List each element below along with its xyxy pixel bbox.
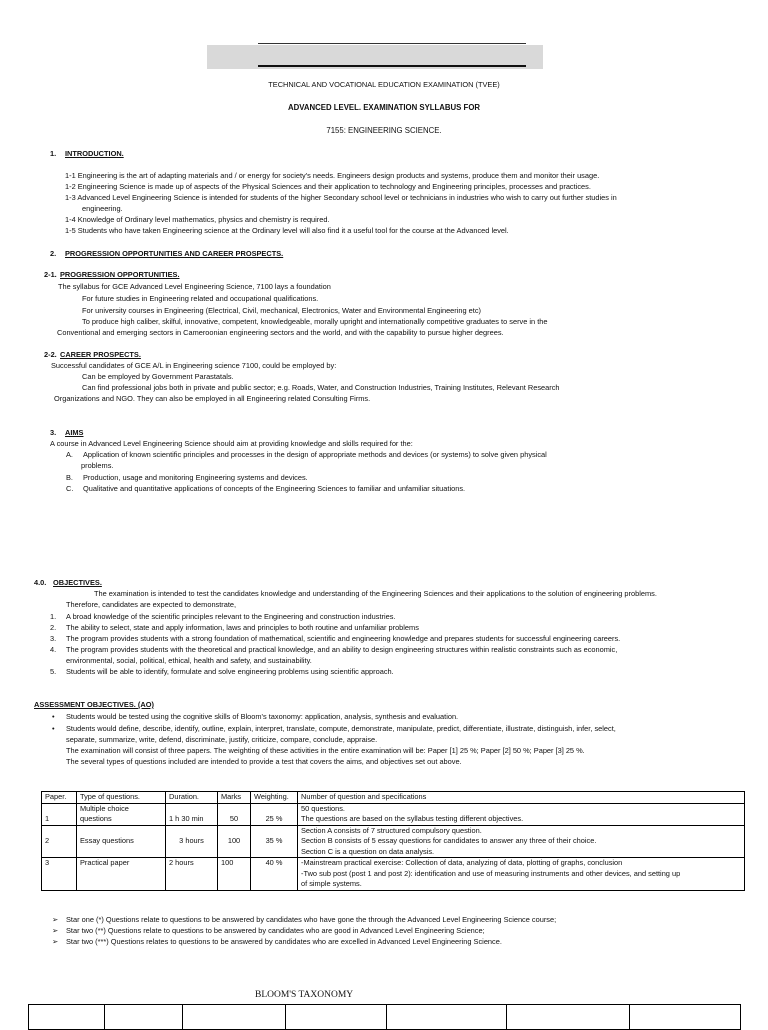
table-cell: Essay questions [77,825,166,858]
table-header-cell: Duration. [166,792,218,804]
paragraph-line: Can find professional jobs both in private and public sector; e.g. Roads, Water, and Construction Industries, Training Institutes, Relevant Research [82,383,560,392]
section-heading-objectives: OBJECTIVES. [53,578,102,587]
paragraph-line: Can be employed by Government Parastatals. [82,372,234,381]
list-item: engineering. [82,204,123,213]
table-cell [286,1005,387,1030]
table-row [29,1005,741,1030]
paragraph-line: The examination is intended to test the candidates knowledge and understanding of the Engineering Sciences and their applications to the solution of engineering problems. [94,589,657,598]
bullet-item: • Students would define, describe, identify, outline, explain, interpret, translate, compute, demonstrate, manipulate, predict, differentiate, illustrate, distinguish, infer, select, [66,723,616,734]
subsection-number: 2-1. [44,270,57,279]
table-cell [105,1005,183,1030]
table-header-row [42,792,745,804]
list-item: 1-5 Students who have taken Engineering science at the Ordinary level will also find it a useful tool for the course at the Advanced level. [65,226,509,235]
paragraph-line: separate, summarize, write, defend, discriminate, justify, criticize, compare, conclude, appraise. [66,735,378,744]
paragraph-line: Successful candidates of GCE A/L in Engineering science 7100, could be employed by: [51,361,337,370]
list-item: C. Qualitative and quantitative applications of concepts of the Engineering Sciences to familiar and unfamiliar situations. [66,484,466,493]
section-number: 4.0. [34,578,47,587]
table-cell: 3 [42,858,77,891]
syllabus-title: ADVANCED LEVEL. EXAMINATION SYLLABUS FOR [287,103,481,112]
list-item: B. Production, usage and monitoring Engineering systems and devices. [66,473,308,482]
subsection-heading-career: CAREER PROSPECTS. [60,350,141,359]
table-cell: -Mainstream practical exercise: Collection of data, analyzing of data, plotting of graphs, conclusion -Two sub post (post 1 and post 2): identification and use of measuring instruments and other devices, and setting up of simple systems. [298,858,745,891]
table-cell: 2 [42,825,77,858]
table-cell: 35 % [251,825,298,858]
subject-title: 7155: ENGINEERING SCIENCE. [326,126,442,135]
section-heading-introduction: INTRODUCTION. [65,149,124,158]
table-cell [507,1005,630,1030]
list-item: 1-2 Engineering Science is made up of aspects of the Physical Sciences and their application to technology and Engineering principles, processes and practices. [65,182,591,191]
document-title: TECHNICAL AND VOCATIONAL EDUCATION EXAMINATION (TVEE) [268,80,500,89]
paragraph-line: Organizations and NGO. They can also be employed in all Engineering related Consulting Firms. [54,394,371,403]
subsection-number: 2-2. [44,350,57,359]
table-cell: 1 [42,803,77,825]
paragraph-line: The syllabus for GCE Advanced Level Engineering Science, 7100 lays a foundation [58,282,331,291]
paragraph-line: For university courses in Engineering (Electrical, Civil, mechanical, Electronics, Water and Environmental Engineering etc) [82,306,481,315]
list-item: ➢ Star one (*) Questions relate to questions to be answered by candidates who have gone the through the Advanced Level Engineering Science course; [52,915,557,924]
table-cell: 1 h 30 min [166,803,218,825]
table-cell [387,1005,507,1030]
list-item: 1-3 Advanced Level Engineering Science is intended for students of the higher Secondary school level or technicians in industries who wish to carry out further studies in [65,193,617,202]
section-heading-assessment: ASSESSMENT OBJECTIVES. (AO) [34,700,154,709]
subsection-heading-progression: PROGRESSION OPPORTUNITIES. [60,270,180,279]
table-cell: 50 [218,803,251,825]
list-item: 3. The program provides students with a strong foundation of mathematical, scientific and engineering knowledge and prepares students for successful engineering careers. [50,634,621,643]
table-header-cell: Marks [218,792,251,804]
section-number: 1. [50,149,57,158]
section-number: 2. [50,249,57,258]
paragraph-line: For future studies in Engineering related and occupational qualifications. [82,294,319,303]
list-item: 1-4 Knowledge of Ordinary level mathematics, physics and chemistry is required. [65,215,330,224]
bloom-taxonomy-title: BLOOM'S TAXONOMY [255,990,354,1000]
table-header-cell: Weighting. [251,792,298,804]
list-item: ➢ Star two (***) Questions relates to questions to be answered by candidates who are excelled in Advanced Level Engineering Science. [52,937,502,946]
list-item: 4. The program provides students with the theoretical and practical knowledge, and an ability to design engineering structures within realistic constraints such as economic, [50,645,618,654]
paragraph-line: The several types of questions included are intended to provide a test that covers the aims, and objectives set out above. [66,757,462,766]
table-header-cell: Number of question and specifications [298,792,745,804]
table-cell: 3 hours [166,825,218,858]
table-cell: 2 hours [166,858,218,891]
header-rule-bottom [258,65,526,67]
paragraph-line: Therefore, candidates are expected to demonstrate, [66,600,237,609]
table-cell [183,1005,286,1030]
table-cell: Multiple choice questions [77,803,166,825]
section-heading-aims: AIMS [65,428,84,437]
table-cell [630,1005,741,1030]
paragraph-line: The examination will consist of three papers. The weighting of these activities in the entire examination will be: Paper [1] 25 %; Paper [2] 50 %; Paper [3] 25 %. [66,746,585,755]
paragraph-line: A course in Advanced Level Engineering Science should aim at providing knowledge and skills required for the: [50,439,413,448]
table-header-cell: Paper. [42,792,77,804]
table-cell [29,1005,105,1030]
list-item: 1. A broad knowledge of the scientific principles relevant to the Engineering and construction industries. [50,612,396,621]
list-item: environmental, social, political, ethical, health and safety, and sustainability. [66,656,312,665]
list-item: ➢ Star two (**) Questions relate to questions to be answered by candidates who are good in Advanced Level Engineering Science; [52,926,485,935]
arrow-bullet-icon: ➢ [52,915,59,924]
table-row [42,803,745,825]
header-rule-top [258,43,526,44]
paragraph-line: To produce high caliber, skilful, innovative, competent, knowledgeable, morally upright and internationally competitive graduates to serve in the [82,317,548,326]
table-cell: Section A consists of 7 structured compulsory question. Section B consists of 5 essay questions for candidates to answer any three of their choice. Section C is a question on data analysis. [298,825,745,858]
bullet-item: • Students would be tested using the cognitive skills of Bloom's taxonomy: application, analysis, synthesis and evaluation. [66,711,458,722]
bloom-taxonomy-table [28,1004,741,1030]
section-number: 3. [50,428,57,437]
table-row [42,825,745,858]
list-item: 5. Students will be able to identify, formulate and solve engineering problems using scientific approach. [50,667,394,676]
table-cell: Practical paper [77,858,166,891]
list-item: 1-1 Engineering is the art of adapting materials and / or energy for society's needs. Engineers design products and systems, produce them and monitor their usage. [65,171,600,180]
list-item: A. Application of known scientific principles and processes in the design of appropriate methods and devices (or systems) to solve given physical [66,450,547,459]
arrow-bullet-icon: ➢ [52,937,59,946]
table-header-cell: Type of questions. [77,792,166,804]
table-row [42,858,745,891]
section-heading-progression: PROGRESSION OPPORTUNITIES AND CAREER PROSPECTS. [65,249,284,258]
list-item: problems. [81,461,114,470]
list-item: 2. The ability to select, state and apply information, laws and principles to both routine and unfamiliar problems [50,623,419,632]
arrow-bullet-icon: ➢ [52,926,59,935]
table-cell: 100 [218,858,251,891]
table-cell: 50 questions. The questions are based on the syllabus testing different objectives. [298,803,745,825]
table-cell: 25 % [251,803,298,825]
assessment-table [41,791,745,891]
table-cell: 100 [218,825,251,858]
table-cell: 40 % [251,858,298,891]
paragraph-line: Conventional and emerging sectors in Cameroonian engineering sectors and the world, and with the capability to pursue higher degrees. [57,328,504,337]
